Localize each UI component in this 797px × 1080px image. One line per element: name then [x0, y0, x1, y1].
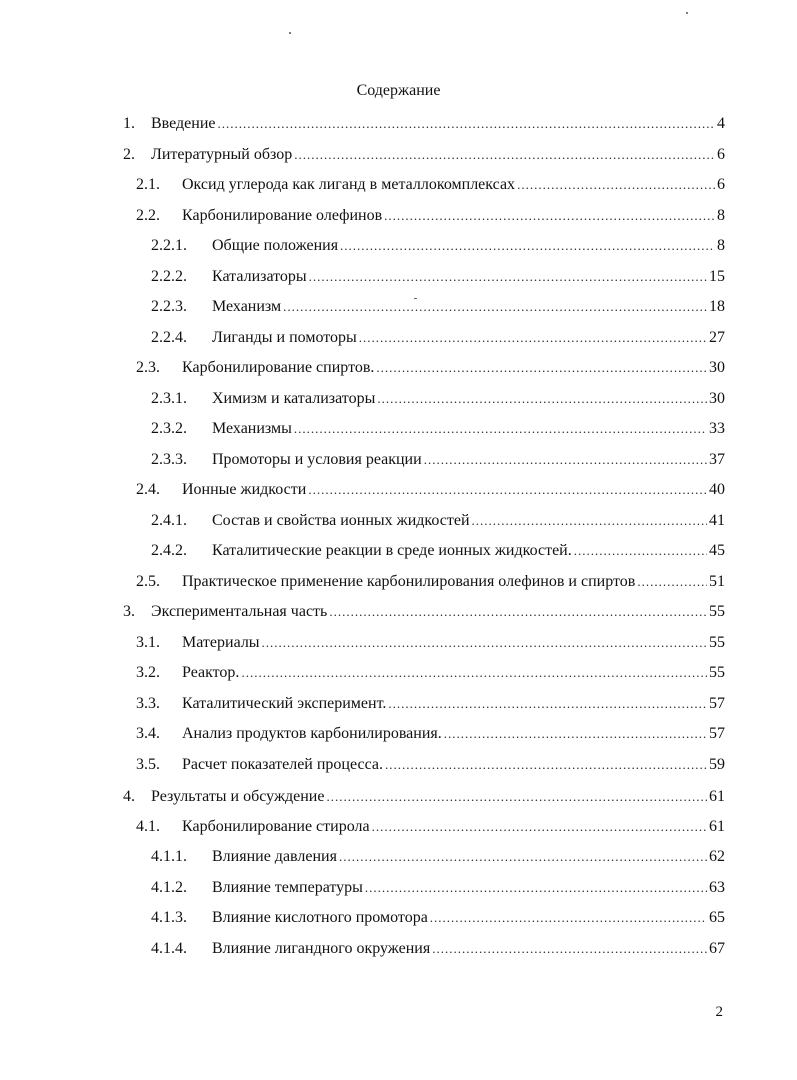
toc-entry-page: 45	[709, 542, 725, 559]
toc-entry-number: 2.2.4.	[151, 329, 187, 346]
toc-entry[interactable]	[151, 939, 725, 959]
toc-entry-page: 6	[717, 146, 725, 163]
toc-entry-page: 63	[709, 879, 725, 896]
dot-leader	[388, 694, 707, 714]
dot-leader	[384, 206, 715, 226]
toc-entry-page: 55	[709, 664, 725, 681]
dot-leader	[241, 663, 707, 683]
dot-leader	[432, 939, 707, 959]
toc-entry-page: 55	[709, 634, 725, 651]
toc-entry-number: 3.5.	[136, 756, 160, 773]
toc-entry-number: 2.5.	[136, 573, 160, 590]
toc-entry-page: 65	[709, 909, 725, 926]
dot-leader	[376, 358, 707, 378]
toc-entry-title: Карбонилирование спиртов.	[182, 359, 375, 376]
toc-entry-title: Реактор.	[182, 664, 240, 681]
toc-entry-number: 2.4.	[136, 481, 160, 498]
toc-entry-title: Механизм	[212, 298, 282, 315]
toc-entry[interactable]	[151, 511, 725, 531]
page-number: 2	[715, 1004, 723, 1020]
toc-entry-page: 40	[709, 481, 725, 498]
toc-entry-title: Влияние давления	[212, 848, 337, 865]
toc-entry-page: 62	[709, 848, 725, 865]
toc-entry-page: 30	[709, 359, 725, 376]
dot-leader	[424, 450, 707, 470]
toc-entry-page: 33	[709, 420, 725, 437]
toc-entry-number: 2.2.	[136, 207, 160, 224]
toc-entry[interactable]	[136, 175, 725, 195]
toc-entry[interactable]	[136, 206, 725, 226]
toc-entry-number: 4.1.4.	[151, 940, 187, 957]
toc-entry-page: 4	[717, 115, 725, 132]
toc-entry[interactable]	[151, 236, 725, 256]
toc-entry-title: Практическое применение карбонилирования олефинов и спиртов	[182, 573, 636, 590]
dot-leader	[294, 419, 707, 439]
toc-entry-number: 4.1.3.	[151, 909, 187, 926]
toc-entry-page: 59	[709, 756, 725, 773]
toc-entry-page: 8	[717, 207, 725, 224]
toc-entry-title: Расчет показателей процесса.	[182, 756, 383, 773]
toc-entry[interactable]	[136, 633, 725, 653]
dot-leader	[329, 602, 707, 622]
toc-entry[interactable]	[151, 878, 725, 898]
dot-leader	[517, 175, 715, 195]
dot-leader	[574, 541, 707, 561]
toc-entry-number: 2.3.2.	[151, 420, 187, 437]
dot-leader	[294, 145, 715, 165]
dot-leader	[430, 908, 707, 928]
toc-entry-number: 2.1.	[136, 176, 160, 193]
toc-entry-title: Материалы	[182, 634, 260, 651]
toc-entry-page: 15	[709, 268, 725, 285]
toc-entry-number: 1.	[123, 115, 135, 132]
toc-entry-number: 2.	[123, 146, 135, 163]
toc-entry-page: 61	[709, 818, 725, 835]
dot-leader	[326, 787, 707, 807]
toc-entry-number: 2.3.1.	[151, 390, 187, 407]
toc-entry-page: 30	[709, 390, 725, 407]
dot-leader	[308, 480, 707, 500]
toc-entry-title: Общие положения	[212, 237, 339, 254]
toc-entry-title: Лиганды и помоторы	[212, 329, 357, 346]
toc-entry-title: Состав и свойства ионных жидкостей	[212, 512, 470, 529]
toc-entry-page: 27	[709, 329, 725, 346]
toc-entry-number: 2.3.3.	[151, 451, 187, 468]
toc-entry-number: 2.2.3.	[151, 298, 187, 315]
toc-entry-number: 3.1.	[136, 634, 160, 651]
toc-entry-page: 6	[717, 176, 725, 193]
toc-entry-title: Карбонилирование олефинов	[182, 207, 383, 224]
toc-entry-title: Ионные жидкости	[182, 481, 307, 498]
toc-entry-number: 3.2.	[136, 664, 160, 681]
toc-entry[interactable]	[151, 847, 725, 867]
toc-entry-number: 4.1.	[136, 818, 160, 835]
toc-entry-number: 2.2.1.	[151, 237, 187, 254]
dot-leader	[472, 511, 707, 531]
toc-entry-page: 57	[709, 695, 725, 712]
toc-entry-number: 2.2.2.	[151, 268, 187, 285]
dot-leader	[385, 755, 707, 775]
dot-leader	[444, 724, 707, 744]
toc-entry[interactable]	[151, 419, 725, 439]
toc-entry[interactable]	[123, 787, 725, 807]
toc-entry-page: 55	[709, 603, 725, 620]
toc-entry[interactable]	[151, 328, 725, 348]
toc-entry-number: 3.	[123, 603, 135, 620]
toc-entry-page: 61	[709, 788, 725, 805]
toc-entry-number: 3.3.	[136, 695, 160, 712]
dot-leader	[372, 817, 707, 837]
toc-entry[interactable]	[136, 480, 725, 500]
toc-entry[interactable]	[136, 663, 725, 683]
dot-leader	[218, 114, 716, 134]
toc-entry[interactable]	[123, 602, 725, 622]
toc-entry-number: 2.4.1.	[151, 512, 187, 529]
toc-entry[interactable]	[151, 450, 725, 470]
dot-leader	[377, 389, 707, 409]
dot-leader	[365, 878, 707, 898]
toc-entry-page: 67	[709, 940, 725, 957]
toc-entry-number: 4.	[123, 788, 135, 805]
toc-entry-page: 41	[709, 512, 725, 529]
toc-entry-title: Оксид углерода как лиганд в металлокомплексах	[182, 176, 516, 193]
toc-entry-page: 8	[717, 237, 725, 254]
toc-entry-title: Механизмы	[212, 420, 292, 437]
toc-entry[interactable]	[136, 817, 725, 837]
toc-entry-page: 37	[709, 451, 725, 468]
dot-leader	[339, 847, 707, 867]
page-title: Содержание	[356, 82, 441, 99]
toc-entry-number: 3.4.	[136, 725, 160, 742]
toc-entry-title: Катализаторы	[212, 268, 307, 285]
toc-entry[interactable]	[136, 694, 725, 714]
toc-entry-title: Влияние лигандного окружения	[212, 940, 431, 957]
toc-entry[interactable]	[151, 541, 725, 561]
toc-entry[interactable]	[136, 755, 725, 775]
dot-leader	[283, 297, 707, 317]
toc-entry-title: Каталитический эксперимент.	[182, 695, 387, 712]
toc-entry[interactable]	[123, 145, 725, 165]
toc-entry-number: 2.3.	[136, 359, 160, 376]
toc-entry-number: 2.4.2.	[151, 542, 187, 559]
toc-entry[interactable]	[123, 114, 725, 134]
toc-entry-page: 18	[709, 298, 725, 315]
dot-leader	[309, 267, 707, 287]
toc-entry-number: 4.1.1.	[151, 848, 187, 865]
toc-entry[interactable]	[136, 572, 725, 592]
toc-entry-title: Экспериментальная часть	[151, 603, 328, 620]
toc-entry-title: Химизм и катализаторы	[212, 390, 376, 407]
dot-leader	[262, 633, 707, 653]
toc-entry-title: Карбонилирование стирола	[182, 818, 370, 835]
dot-leader	[637, 572, 707, 592]
toc-entry[interactable]	[136, 724, 725, 744]
toc-entry-title: Результаты и обсуждение	[151, 788, 325, 805]
toc-entry-title: Каталитические реакции в среде ионных жидкостей.	[212, 542, 572, 559]
toc-entry[interactable]	[151, 908, 725, 928]
toc-entry-title: Влияние кислотного промотора	[212, 909, 428, 926]
dot-leader	[359, 328, 707, 348]
toc-entry[interactable]	[151, 389, 725, 409]
toc-entry[interactable]	[151, 267, 725, 287]
dot-leader	[340, 236, 715, 256]
toc-entry-title: Введение	[151, 115, 216, 132]
toc-entry-number: 4.1.2.	[151, 879, 187, 896]
toc-entry-title: Анализ продуктов карбонилирования.	[182, 725, 442, 742]
toc-entry[interactable]	[136, 358, 725, 378]
toc-entry-page: 51	[709, 573, 725, 590]
toc-entry-title: Влияние температуры	[212, 879, 363, 896]
toc-entry-title: Литературный обзор	[151, 146, 293, 163]
toc-entry-title: Промоторы и условия реакции	[212, 451, 422, 468]
toc-entry-page: 57	[709, 725, 725, 742]
toc-entry[interactable]	[151, 297, 725, 317]
